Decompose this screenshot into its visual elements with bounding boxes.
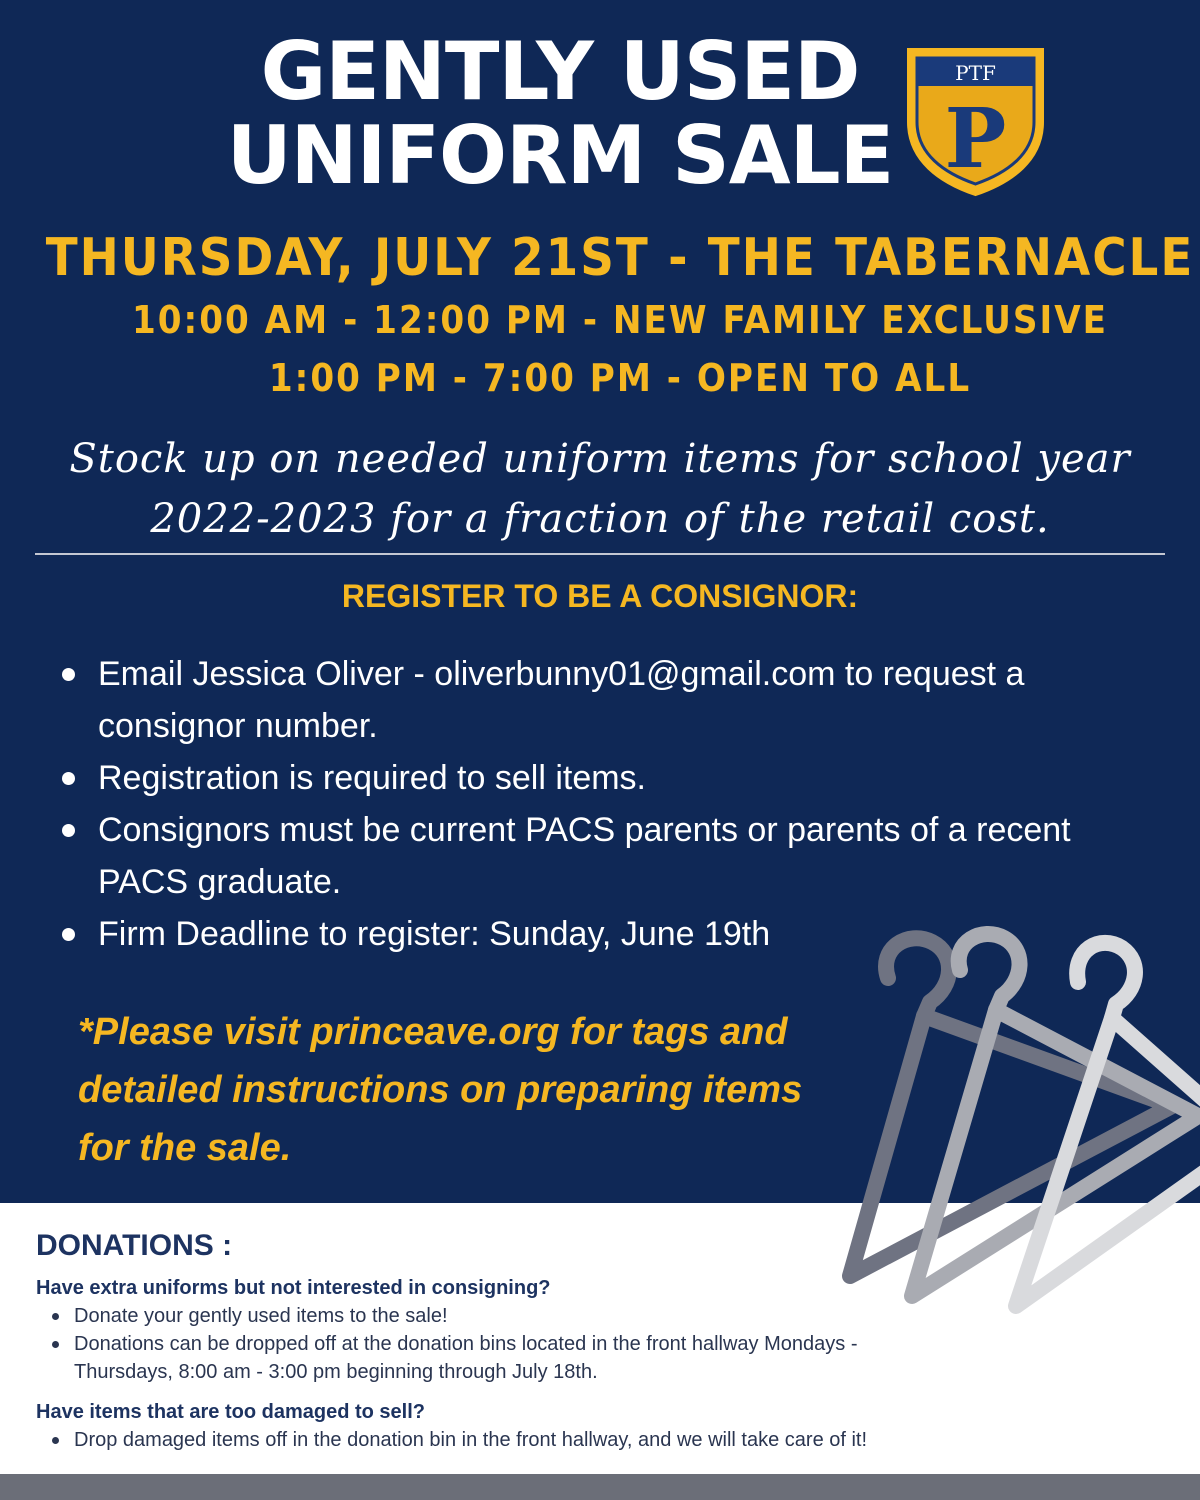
register-heading: REGISTER TO BE A CONSIGNOR: — [341, 578, 859, 614]
donations-heading: DONATIONS : — [36, 1229, 233, 1262]
donation-item-damaged: Drop damaged items off in the donation bin in the front hallway, and we will take care of it! — [52, 1426, 1152, 1454]
donations-question-damaged: Have items that are too damaged to sell? — [36, 1401, 425, 1423]
tagline-line-1: Stock up on needed uniform items for school year — [69, 436, 1131, 482]
register-item-email: Email Jessica Oliver - oliverbunny01@gmail.com to request a consignor number. — [60, 648, 1140, 752]
register-item-required: Registration is required to sell items. — [60, 752, 1140, 804]
register-list — [60, 648, 1140, 960]
title-line-2: UNIFORM SALE — [226, 109, 894, 202]
bottom-bar — [0, 1474, 1200, 1500]
visit-note: *Please visit princeave.org for tags and detailed instructions on preparing items for the sale. — [78, 1011, 803, 1169]
donation-item-dropoff: Donations can be dropped off at the donation bins located in the front hallway Mondays - Thursdays, 8:00 am - 3:00 pm beginning through July 18th. — [52, 1330, 932, 1386]
register-item-deadline: Firm Deadline to register: Sunday, June 19th — [60, 908, 1140, 960]
tagline-line-2: 2022-2023 for a fraction of the retail cost. — [150, 496, 1050, 542]
event-date-location: THURSDAY, JULY 21ST - THE TABERNACLE — [45, 228, 1195, 288]
event-time-open: 1:00 PM - 7:00 PM - OPEN TO ALL — [268, 356, 972, 400]
section-divider — [35, 553, 1165, 555]
donations-list-damaged — [52, 1426, 1152, 1454]
donations-question-extra: Have extra uniforms but not interested in consigning? — [36, 1277, 551, 1299]
event-time-exclusive: 10:00 AM - 12:00 PM - NEW FAMILY EXCLUSIVE — [131, 298, 1109, 342]
clothes-hangers-icon — [820, 920, 1200, 1320]
logo-text: PTF — [955, 61, 996, 85]
flyer-title — [215, 25, 905, 202]
donation-item-donate: Donate your gently used items to the sale! — [52, 1302, 932, 1330]
register-item-eligibility: Consignors must be current PACS parents or parents of a recent PACS graduate. — [60, 804, 1140, 908]
title-line-1: GENTLY USED — [260, 25, 860, 118]
ptf-shield-logo — [903, 42, 1048, 198]
logo-letter: P — [944, 91, 1007, 187]
donations-list-extra — [52, 1302, 932, 1386]
